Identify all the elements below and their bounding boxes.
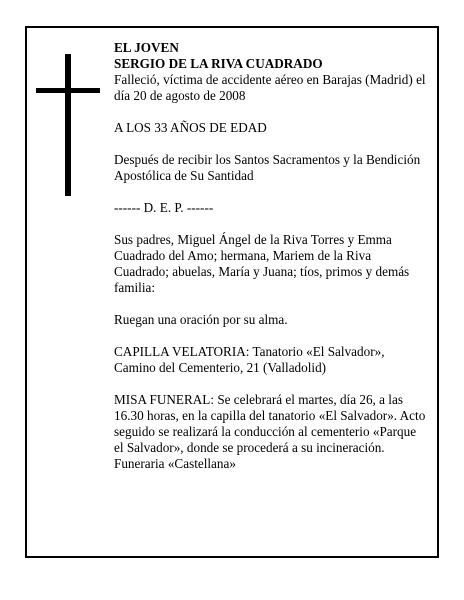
funeral-home: Funeraria «Castellana» [114,456,236,471]
funeral-mass-info: MISA FUNERAL: Se celebrará el martes, día 26, a las 16.30 horas, en la capilla del tanatorio «El Salvador». Acto seguido se realizará la conducción al cementerio «Parque el Salvador», donde se procederá a su incineración. [114,392,426,455]
sacraments-line: Después de recibir los Santos Sacramentos y la Bendición Apostólica de Su Santidad [114,152,421,183]
deceased-name: SERGIO DE LA RIVA CUADRADO [114,56,323,71]
death-info: Falleció, víctima de accidente aéreo en Barajas (Madrid) el día 20 de agosto de 2008 [114,72,426,103]
cross-icon [36,54,100,196]
chapel-info: CAPILLA VELATORIA: Tanatorio «El Salvador», Camino del Cementerio, 21 (Valladolid) [114,344,385,375]
family-line: Sus padres, Miguel Ángel de la Riva Torres y Emma Cuadrado del Amo; hermana, Mariem de la Riva Cuadrado; abuelas, María y Juana; tíos, primos y demás familia: [114,232,410,295]
cross-horizontal-bar [36,88,100,93]
cross-vertical-bar [65,54,71,196]
heading-line-1: EL JOVEN [114,40,179,55]
obituary-text [114,40,428,472]
age-line: A LOS 33 AÑOS DE EDAD [114,120,267,135]
rip-line: ------ D. E. P. ------ [114,200,214,215]
prayer-request: Ruegan una oración por su alma. [114,312,288,327]
